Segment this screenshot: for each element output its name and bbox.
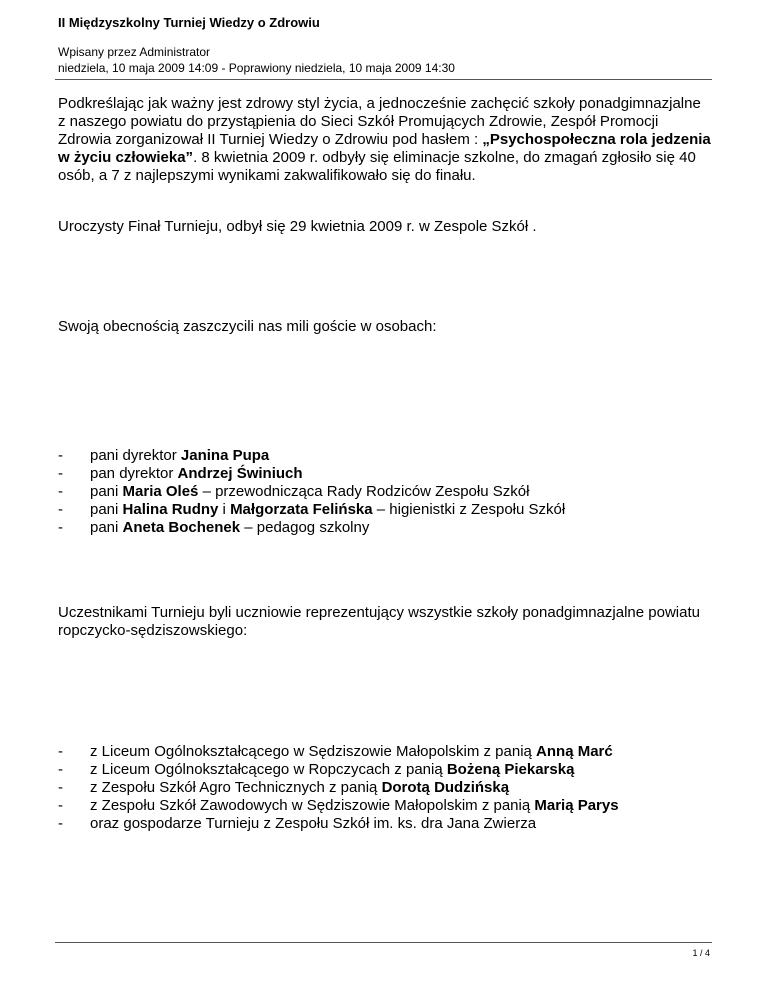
dash-marker: - — [58, 501, 63, 518]
guests-list — [58, 447, 565, 537]
intro-line-2-text: z naszego powiatu do przystąpienia do Sieci Szkół Promujących Zdrowie, Zespół Promocji Zdrowia zorganizował II Turniej Wiedzy o Zdrowiu pod hasłem : — [58, 113, 659, 148]
list-item — [58, 815, 619, 833]
list-item — [58, 779, 619, 797]
intro-line-1: Podkreślając jak ważny jest zdrowy styl życia, a jednocześnie zachęcić szkoły ponadgimnazjalne — [58, 95, 701, 112]
dash-marker: - — [58, 519, 63, 536]
school-description: oraz gospodarze Turnieju z Zespołu Szkół im. ks. dra Jana Zwierza — [90, 815, 537, 832]
list-item — [58, 501, 565, 519]
slogan-part-1: „Psychospołeczna rola jedzenia — [482, 131, 711, 148]
guest-description: – pedagog szkolny — [240, 519, 370, 536]
list-item — [58, 797, 619, 815]
intro-line-3 — [58, 149, 713, 185]
dash-marker: - — [58, 447, 63, 464]
guest-name: Aneta Bochenek — [122, 519, 241, 536]
intro-line-2 — [58, 113, 713, 149]
header-divider — [55, 79, 712, 80]
school-description: z Liceum Ogólnokształcącego w Ropczycach z panią — [90, 761, 447, 778]
teacher-name: Bożeną Piekarską — [446, 761, 575, 778]
intro-paragraph — [58, 95, 713, 185]
list-item — [58, 483, 565, 501]
author-line: Wpisany przez Administrator — [58, 45, 211, 59]
dash-marker: - — [58, 743, 63, 760]
guest-description: – higienistki z Zespołu Szkół — [372, 501, 566, 518]
guest-name: Andrzej Świniuch — [177, 465, 303, 482]
guest-name: Maria Oleś — [122, 483, 199, 500]
dash-marker: - — [58, 761, 63, 778]
school-description: z Liceum Ogólnokształcącego w Sędziszowie Małopolskim z panią — [90, 743, 537, 760]
intro-line-3-text: . 8 kwietnia 2009 r. odbyły się eliminacje szkolne, do zmagań zgłosiło się 40 osób, a 7 z najlepszymi wynikami zakwalifikowało się do finału. — [58, 149, 696, 184]
school-description: z Zespołu Szkół Zawodowych w Sędziszowie Małopolskim z panią — [90, 797, 535, 814]
guest-description: – przewodnicząca Rady Rodziców Zespołu Szkół — [198, 483, 530, 500]
list-item — [58, 465, 565, 483]
guest-name: Halina Rudny — [122, 501, 219, 518]
school-description: z Zespołu Szkół Agro Technicznych z panią — [90, 779, 382, 796]
dash-marker: - — [58, 779, 63, 796]
guest-role: pani dyrektor — [90, 447, 181, 464]
teacher-name: Marią Parys — [534, 797, 619, 814]
dash-marker: - — [58, 483, 63, 500]
page-title: II Międzyszkolny Turniej Wiedzy o Zdrowiu — [58, 15, 320, 30]
date-line: niedziela, 10 maja 2009 14:09 - Poprawiony niedziela, 10 maja 2009 14:30 — [58, 61, 455, 75]
teacher-name: Dorotą Dudzińską — [381, 779, 510, 796]
list-item — [58, 743, 619, 761]
slogan-part-2: w życiu człowieka” — [58, 149, 194, 166]
guest-name: Małgorzata Felińska — [230, 501, 373, 518]
dash-marker: - — [58, 797, 63, 814]
teacher-name: Anną Marć — [536, 743, 613, 760]
participants-list — [58, 743, 619, 833]
guest-role: pan dyrektor — [90, 465, 178, 482]
guest-role: pani — [90, 483, 123, 500]
guest-name: Janina Pupa — [180, 447, 270, 464]
list-item — [58, 447, 565, 465]
guest-conjunction: i — [218, 501, 231, 518]
dash-marker: - — [58, 465, 63, 482]
list-item — [58, 519, 565, 537]
page-number: 1 / 4 — [692, 948, 710, 958]
guest-role: pani — [90, 501, 123, 518]
guests-intro: Swoją obecnością zaszczycili nas mili goście w osobach: — [58, 318, 437, 335]
participants-intro: Uczestnikami Turnieju byli uczniowie reprezentujący wszystkie szkoły ponadgimnazjalne powiatu ropczycko-sędziszowskiego: — [58, 604, 700, 639]
footer-divider — [55, 942, 712, 943]
final-paragraph: Uroczysty Finał Turnieju, odbył się 29 kwietnia 2009 r. w Zespole Szkół . — [58, 218, 537, 235]
dash-marker: - — [58, 815, 63, 832]
guest-role: pani — [90, 519, 123, 536]
list-item — [58, 761, 619, 779]
